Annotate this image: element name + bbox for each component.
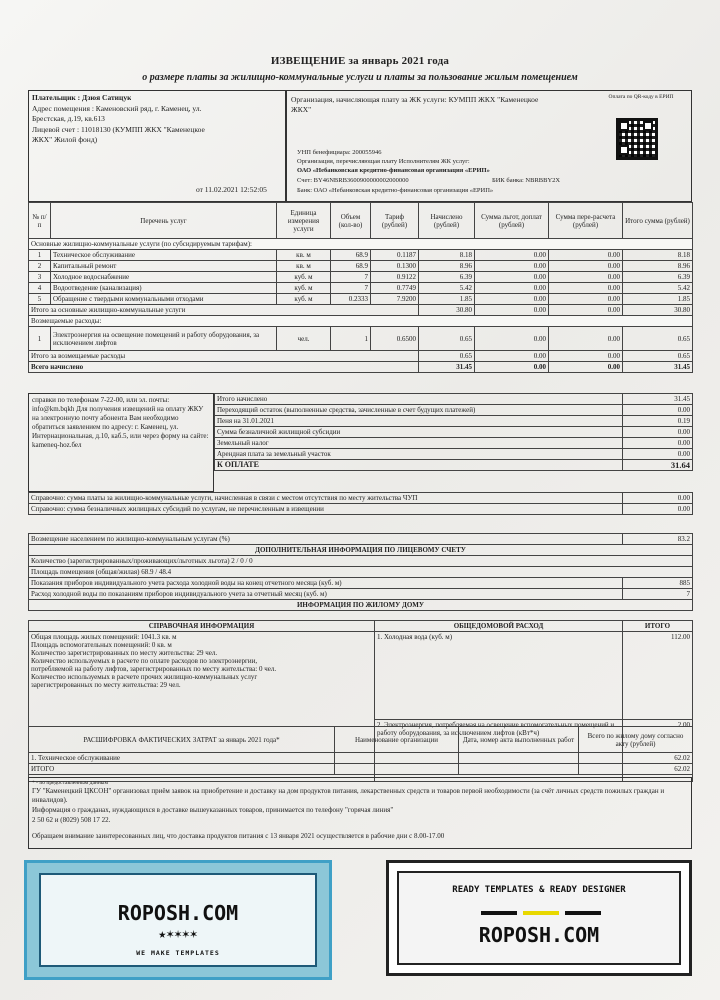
table-row: 1 Электроэнергия на освещение помещений и работу оборудования, за исключением лифтов чел. 1 0.6500 0.65 0.00 0.00 0.65 [29, 327, 693, 351]
common-row: 2. Электроэнергия, потребляемая на освещение вспомогательных помещений и работу оборудования, за исключением лифтов (кВт*ч) [375, 720, 623, 782]
col-header: Перечень услуг [51, 203, 277, 239]
subtotal-row: Итого за основные жилищно-коммунальные услуги 30.80 0.00 0.00 30.80 [29, 305, 693, 316]
table-row: 1 Техническое обслуживание кв. м 68.9 0.1187 8.18 0.00 0.00 8.18 [29, 250, 693, 261]
table-row: 4 Водоотведение (канализация) куб. м 7 0.7749 5.42 0.00 0.00 5.42 [29, 283, 693, 294]
note-2: Информация о гражданах, нуждающихся в доставке вышеуказанных товаров, принимается по телефону "горячая линия" [32, 806, 394, 814]
table-row: 1. Техническое обслуживание 62.02 [29, 753, 693, 764]
costs-table: РАСШИФРОВКА ФАКТИЧЕСКИХ ЗАТРАТ за январь 2021 года* Наименование организации Дата, номер акта выполненных работ Всего по жилому дому согласно акту (рублей) 1. Техническое обслуживание 62.02 ИТОГО 62.02 [28, 726, 693, 775]
notice-title: ИЗВЕЩЕНИЕ за январь 2021 года [270, 55, 450, 67]
table-row: Справочно: сумма платы за жилищно-коммунальные услуги, начисленная в связи с местом отсутствия по месту жительства ЧУП 0.00 [29, 493, 693, 504]
col-header: Начислено (рублей) [419, 203, 475, 239]
registered-count: Количество (зарегистрированных/проживающих/льготных льгота) 2 / 0 / 0 [29, 556, 693, 567]
table-row: Сумма безналичной жилищной субсидии 0.00 [215, 427, 693, 438]
org-unp: УНП бенефициара: 200055946 [297, 149, 382, 156]
org-line-3: Организация, перечисляющая плату Исполнителям ЖК услуг: [297, 158, 470, 165]
qr-corner-icon [643, 121, 653, 131]
table-row: Пеня на 31.01.2021 0.19 [215, 416, 693, 427]
payer-account-1: Лицевой счет : 11018130 (КУМПП ЖКХ "Каменецкое [32, 125, 205, 134]
total-header: ИТОГО [623, 621, 693, 632]
col-header: Итого сумма (рублей) [623, 203, 693, 239]
table-row: Переходящий остаток (выполненные средства, зачисленные в счет будущих платежей) 0.00 [215, 405, 693, 416]
table-row: Земельный налог 0.00 [215, 438, 693, 449]
org-line-1: Организация, начисляющая плату за ЖК услуги: КУМПП ЖКХ "Каменецкое [291, 95, 539, 104]
ref-header: СПРАВОЧНАЯ ИНФОРМАЦИЯ [29, 621, 375, 632]
divider-dash-icon [481, 911, 517, 915]
charges-table [28, 202, 693, 373]
reference-table [28, 492, 693, 515]
watermark-right-brand: ROPOSH.COM [478, 923, 600, 947]
section-title: Возмещаемые расходы: [29, 316, 693, 327]
col-header: Объем (кол-во) [331, 203, 371, 239]
org-line-2: ЖКХ" [291, 105, 312, 114]
watermark-right-logo [386, 860, 692, 976]
grand-total-row: Всего начислено 31.45 0.00 0.00 31.45 [29, 362, 693, 373]
section-title: ИНФОРМАЦИЯ ПО ЖИЛОМУ ДОМУ [29, 600, 693, 611]
payer-address-2: Брестская, д.19, кв.613 [32, 114, 105, 123]
table-row: Арендная плата за земельный участок 0.00 [215, 449, 693, 460]
divider-dash-icon [523, 911, 559, 915]
table-row: ИТОГО 62.02 [29, 764, 693, 775]
qr-caption: Оплата по QR-коду в ЕРИП [608, 94, 674, 100]
qr-corner-icon [619, 145, 629, 155]
common-header: ОБЩЕДОМОВОЙ РАСХОД [375, 621, 623, 632]
org-account: Счет: BY46NBRB3600900000002000000 [297, 177, 409, 184]
col-header: Единица измерения услуги [277, 203, 331, 239]
table-row: Показания приборов индивидуального учета расхода холодной воды на конец отчетного месяца (куб. м) 885 [29, 578, 693, 589]
watermark-left-tag: WE MAKE TEMPLATES [136, 949, 220, 957]
col-header: Сумма пере-расчета (рублей) [549, 203, 623, 239]
note-1: ГУ "Каменецкий ЦКСОН" организовал приём заявок на приобретение и доставку на дом продуктов питания, лекарственных средств и товаров первой необходимости (за счёт личных средств пожилых граждан и инвалидов). [32, 787, 665, 804]
house-info-table: СПРАВОЧНАЯ ИНФОРМАЦИЯ ОБЩЕДОМОВОЙ РАСХОД ИТОГО Общая площадь жилых помещений: 1041.3 кв. м Площадь вспомогательных помещений: 0 кв. м Количество зарегистрированных по месту жительства: 29 чел. Количество используемых в расчете по оплате расходов по электроэнергии, потребляемой на работу лифтов, зарегистрированных по месту жительства: 0 чел. Количество используемых в расчете прочих жилищно-коммунальных услуг зарегистрированных по месту жительства: 29 чел. 1. Холодная вода (куб. м) 112.00 2. Электроэнергия, потребляемая на освещение вспомогательных помещений и работу оборудования, за исключением лифтов (кВт*ч) 2.00 [28, 620, 693, 782]
watermark-left-brand: ROPOSH.COM [117, 901, 239, 925]
payer-address-1: Адрес помещения : Каменовский ряд, г. Каменец, ул. [32, 104, 202, 113]
table-row: Расход холодной воды по показаниям приборов индивидуального учета за отчетный месяц (куб. м) 7 [29, 589, 693, 600]
payer-name: Плательщик : Дзюя Сатицук [32, 93, 132, 102]
col-header: Тариф (рублей) [371, 203, 419, 239]
premises-area: Площадь помещения (общая/жилая) 68.9 / 48.4 [29, 567, 693, 578]
costs-header: РАСШИФРОВКА ФАКТИЧЕСКИХ ЗАТРАТ за январь 2021 года* [29, 727, 335, 753]
info-contacts: справки по телефонам 7-22-00, или эл. почты: info@km.bqkh Для получения извещений на оплату ЖКУ на электронную почту абонента Вам необходимо обратиться заявлением по адресу: г. Каменец, ул. Интернациональная, д.10, каб.5, или через форму на сайте: kameneq-hoz.бел [32, 396, 209, 449]
ref-lines: Общая площадь жилых помещений: 1041.3 кв. м Площадь вспомогательных помещений: 0 кв. м Количество зарегистрированных по месту жительства: 29 чел. Количество используемых в расчете по оплате расходов по электроэнергии, потребляемой на работу лифтов, зарегистрированных по месту жительства: 0 чел. Количество используемых в расчете прочих жилищно-коммунальных услуг зарегистрированных по месту жительства: 29 чел. [29, 632, 375, 782]
common-row: 1. Холодная вода (куб. м) [375, 632, 623, 720]
table-row: Возмещение населением по жилищно-коммунальным услугам (%) 83.2 [29, 534, 693, 545]
org-line-4: ОАО «Небанковская кредитно-финансовая организация «ЕРИП» [297, 167, 490, 174]
pay-row: К ОПЛАТЕ 31.64 [215, 460, 693, 471]
payer-account-2: ЖКХ" Жилой фонд) [32, 135, 98, 144]
notice-subtitle: о размере платы за жилищно-коммунальные услуги и платы за пользование жилым помещением [142, 72, 578, 83]
col-header: № п/п [29, 203, 51, 239]
table-row: Итого начислено 31.45 [215, 394, 693, 405]
note-4: Обращаем внимание заинтересованных лиц, что доставка продуктов питания с 13 января 2021 осуществляется в рабочие дни с 8.00-17.00 [32, 832, 445, 840]
watermark-left-logo [24, 860, 332, 980]
note-3: 2 50 62 и (8029) 508 17 22. [32, 816, 111, 824]
section-title: Основные жилищно-коммунальные услуги (по субсидируемым тарифам): [29, 239, 693, 250]
table-row: Справочно: сумма безналичных жилищных субсидий по услугам, не перечисленным в извещении 0.00 [29, 504, 693, 515]
org-bank: Банк: ОАО «Небанковская кредитно-финансовая организация «ЕРИП» [297, 187, 494, 194]
org-bik: БИК банка: NBRBBY2X [492, 177, 561, 184]
subtotal-row: Итого за возмещаемые расходы 0.65 0.00 0.00 0.65 [29, 351, 693, 362]
stars-icon: ★✶✶✶✶ [158, 927, 198, 942]
totals-table [214, 393, 693, 471]
table-row: 2 Капитальный ремонт кв. м 68.9 0.1300 8.96 0.00 0.00 8.96 [29, 261, 693, 272]
notice-date: от 11.02.2021 12:52:05 [196, 185, 267, 194]
divider-dash-icon [565, 911, 601, 915]
section-title: ДОПОЛНИТЕЛЬНАЯ ИНФОРМАЦИЯ ПО ЛИЦЕВОМУ СЧЕТУ [29, 545, 693, 556]
footnote: * - по предоставленным данным [32, 780, 108, 786]
col-header: Сумма льгот, доплат (рублей) [475, 203, 549, 239]
table-row: 3 Холодное водоснабжение куб. м 7 0.9122 6.39 0.00 0.00 6.39 [29, 272, 693, 283]
watermark-right-top: READY TEMPLATES & READY DESIGNER [452, 885, 626, 895]
qr-corner-icon [619, 121, 629, 131]
account-info-table [28, 533, 693, 611]
table-row: 5 Обращение с твердыми коммунальными отходами куб. м 0.2333 7.9200 1.85 0.00 0.00 1.85 [29, 294, 693, 305]
